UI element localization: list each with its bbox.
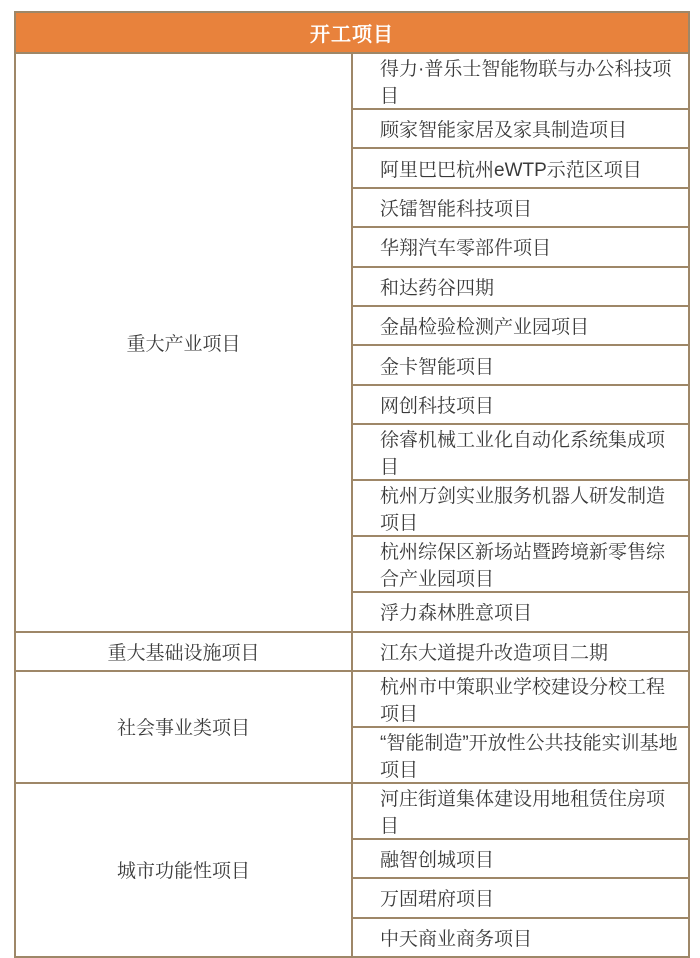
project-cell: 徐睿机械工业化自动化系统集成项目 xyxy=(352,424,689,480)
category-cell: 社会事业类项目 xyxy=(15,671,352,783)
project-cell: 沃镭智能科技项目 xyxy=(352,188,689,227)
project-cell: 河庄街道集体建设用地租赁住房项目 xyxy=(352,783,689,839)
project-cell: 江东大道提升改造项目二期 xyxy=(352,632,689,671)
project-cell: 顾家智能家居及家具制造项目 xyxy=(352,109,689,148)
category-cell: 重大基础设施项目 xyxy=(15,632,352,671)
project-cell: 网创科技项目 xyxy=(352,385,689,424)
projects-table-head xyxy=(15,12,689,53)
project-cell: “智能制造”开放性公共技能实训基地项目 xyxy=(352,727,689,783)
project-cell: 万固珺府项目 xyxy=(352,878,689,917)
table-row xyxy=(15,671,689,727)
table-row xyxy=(15,783,689,839)
header-row xyxy=(15,12,689,53)
project-cell: 得力·普乐士智能物联与办公科技项目 xyxy=(352,53,689,109)
project-cell: 金卡智能项目 xyxy=(352,345,689,384)
project-cell: 华翔汽车零部件项目 xyxy=(352,227,689,266)
category-cell: 城市功能性项目 xyxy=(15,783,352,957)
table-row xyxy=(15,53,689,109)
project-cell: 和达药谷四期 xyxy=(352,267,689,306)
projects-table xyxy=(14,11,690,958)
table-title: 开工项目 xyxy=(15,12,689,53)
projects-table-body xyxy=(15,53,689,957)
project-cell: 金晶检验检测产业园项目 xyxy=(352,306,689,345)
project-cell: 杭州综保区新场站暨跨境新零售综合产业园项目 xyxy=(352,536,689,592)
project-cell: 融智创城项目 xyxy=(352,839,689,878)
project-cell: 浮力森林胜意项目 xyxy=(352,592,689,631)
project-cell: 阿里巴巴杭州eWTP示范区项目 xyxy=(352,148,689,187)
table-row xyxy=(15,632,689,671)
project-cell: 中天商业商务项目 xyxy=(352,918,689,957)
project-cell: 杭州万剑实业服务机器人研发制造项目 xyxy=(352,480,689,536)
category-cell: 重大产业项目 xyxy=(15,53,352,632)
project-cell: 杭州市中策职业学校建设分校工程项目 xyxy=(352,671,689,727)
